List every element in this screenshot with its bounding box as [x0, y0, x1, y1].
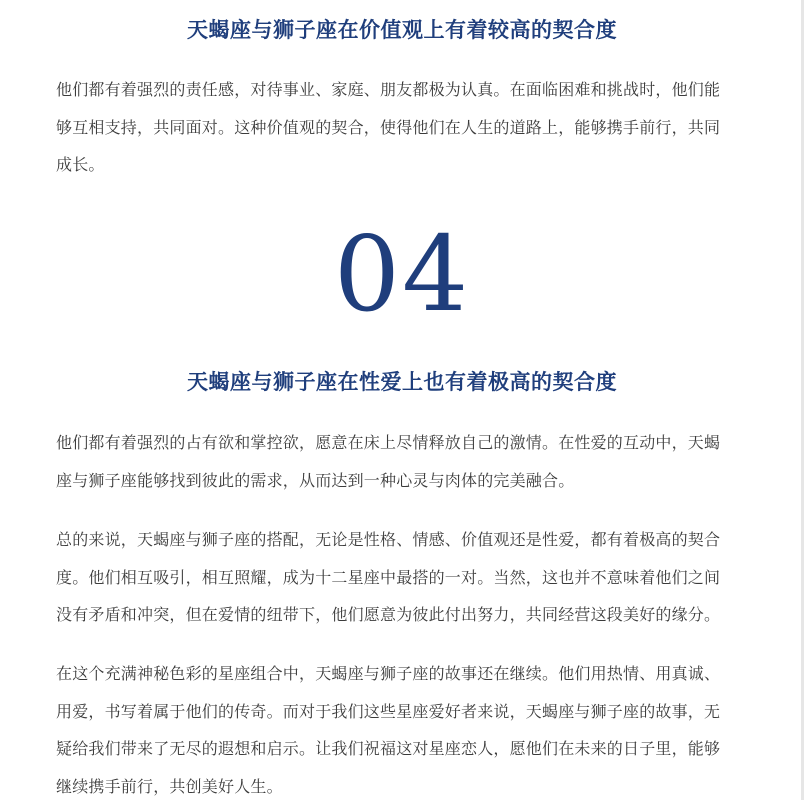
paragraph-closing — [56, 655, 756, 805]
paragraph-line: 够互相支持，共同面对。这种价值观的契合，使得他们在人生的道路上，能够携手前行，共同 — [56, 109, 756, 147]
paragraph-line: 在这个充满神秘色彩的星座组合中，天蝎座与狮子座的故事还在继续。他们用热情、用真诚、 — [56, 655, 756, 693]
paragraph-values — [56, 71, 756, 184]
paragraph-line: 继续携手前行，共创美好人生。 — [56, 768, 756, 805]
paragraph-line: 成长。 — [56, 146, 756, 184]
paragraph-line: 总的来说，天蝎座与狮子座的搭配，无论是性格、情感、价值观还是性爱，都有着极高的契合 — [56, 521, 756, 559]
paragraph-line: 没有矛盾和冲突，但在爱情的纽带下，他们愿意为彼此付出努力，共同经营这段美好的缘分。 — [56, 596, 756, 634]
paragraph-summary — [56, 521, 756, 634]
section-number: 04 — [0, 222, 804, 326]
paragraph-line: 疑给我们带来了无尽的遐想和启示。让我们祝福这对星座恋人，愿他们在未来的日子里，能够 — [56, 730, 756, 768]
paragraph-line: 他们都有着强烈的责任感，对待事业、家庭、朋友都极为认真。在面临困难和挑战时，他们能 — [56, 71, 756, 109]
paragraph-line: 座与狮子座能够找到彼此的需求，从而达到一种心灵与肉体的完美融合。 — [56, 462, 756, 500]
paragraph-line: 用爱，书写着属于他们的传奇。而对于我们这些星座爱好者来说，天蝎座与狮子座的故事，无 — [56, 693, 756, 731]
section-heading-intimacy: 天蝎座与狮子座在性爱上也有着极高的契合度 — [0, 366, 804, 396]
paragraph-line: 度。他们相互吸引，相互照耀，成为十二星座中最搭的一对。当然，这也并不意味着他们之间 — [56, 559, 756, 597]
paragraph-intimacy — [56, 424, 756, 499]
paragraph-line: 他们都有着强烈的占有欲和掌控欲，愿意在床上尽情释放自己的激情。在性爱的互动中，天蝎 — [56, 424, 756, 462]
section-heading-values: 天蝎座与狮子座在价值观上有着较高的契合度 — [0, 14, 804, 44]
